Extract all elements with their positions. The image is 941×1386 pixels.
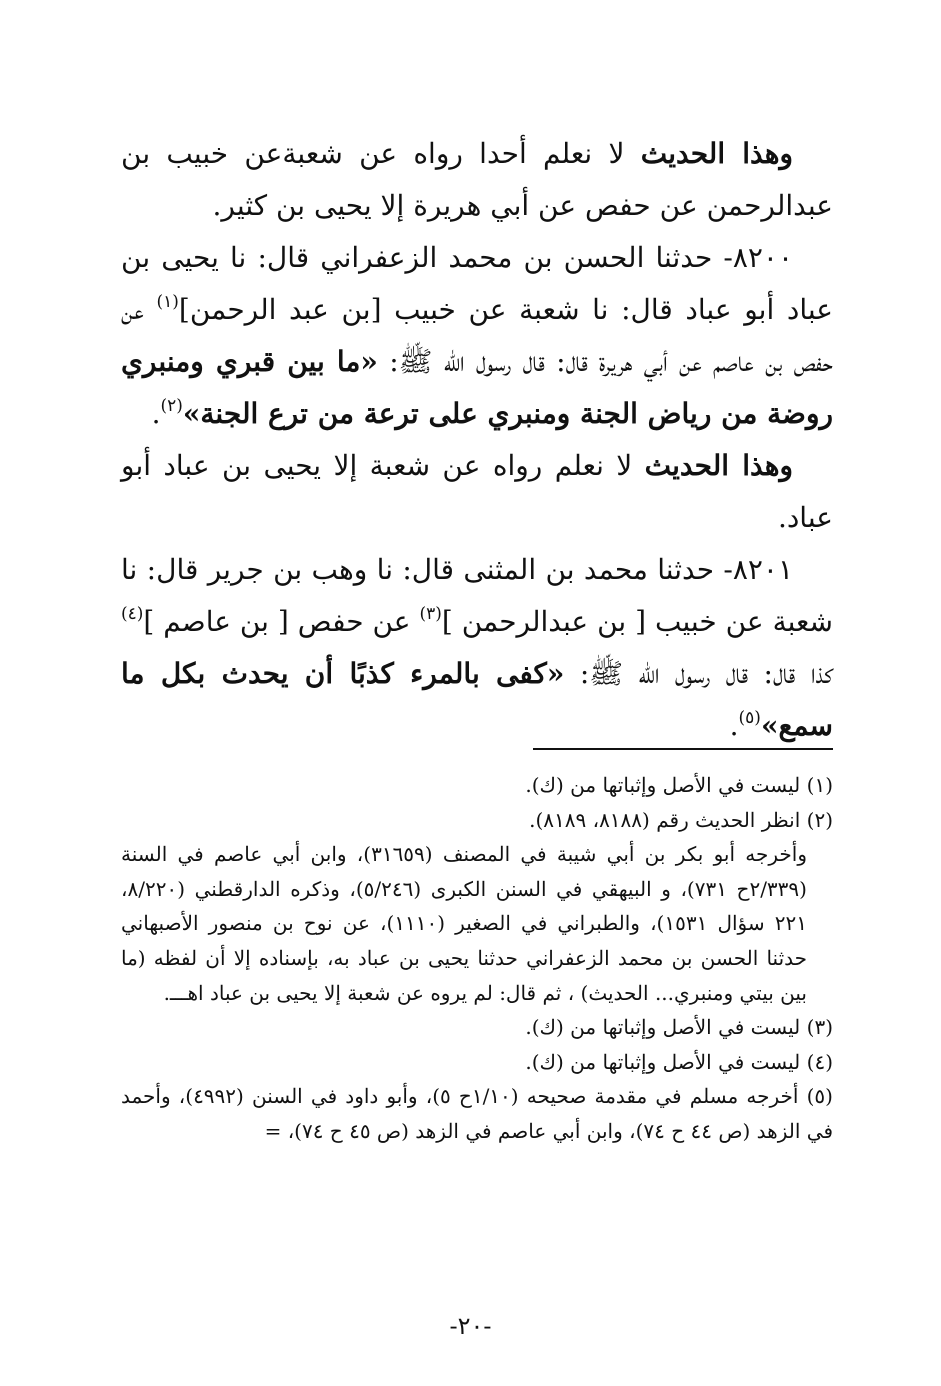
footnote-3: (٣) ليست في الأصل وإثباتها من (ك). xyxy=(525,1015,833,1040)
paragraph-commentary-2: وهذا الحديث لا نعلم رواه عن شعبة إلا يحيى بن عباد أبو عباد. xyxy=(121,449,833,534)
footnote-2-continuation: وأخرجه أبو بكر بن أبي شيبة في المصنف (٣١٦٥٩)، وابن أبي عاصم في السنة (٢/٣٣٩ح ٧٣١)، و البيهقي في السنن الكبرى (٥/٢٤٦)، وذكره الدارقطني (٨/٢٢٠، ٢٢١ سؤال ١٥٣١)، والطبراني في الصغير (١١١٠)، عن نوح بن منصور الأصبهاني حدثنا الحسن بن محمد الزعفراني حدثنا يحيى بن عباد به، بإسناده إلا أن لفظه (ما بين بيتي ومنبري... الحديث) ، ثم قال: لم يروه عن شعبة إلا يحيى بن عباد اهـــ. xyxy=(121,842,807,1005)
footnote-ref-5[interactable]: (٥) xyxy=(738,708,761,728)
footnote-5: (٥) أخرجه مسلم في مقدمة صحيحه (١/١٠ح ٥)، وأبو داود في السنن (٤٩٩٢)، وأحمد في الزهد (ص ٤٤ ح ٧٤)، وابن أبي عاصم في الزهد (ص ٤٥ ح ٧٤)، = xyxy=(121,1084,833,1143)
page-number: -٢٠- xyxy=(449,1312,492,1340)
footnote-1: (١) ليست في الأصل وإثباتها من (ك). xyxy=(525,773,833,797)
hadith-text: «كفى بالمرء كذبًا أن يحدث بكل ما سمع» xyxy=(121,657,833,742)
footnote-ref-4[interactable]: (٤) xyxy=(121,604,144,624)
paragraph-commentary-1: وهذا الحديث لا نعلم أحدا رواه عن شعبةعن خبيب بن عبدالرحمن عن حفص عن أبي هريرة إلا يحيى بن كثير. xyxy=(121,137,833,222)
footnotes xyxy=(121,768,833,1149)
hadith-8201: ٨٢٠١- حدثنا محمد بن المثنى قال: نا وهب بن جرير قال: نا شعبة عن خبيب [ بن عبدالرحمن ]$^{(٣)}$ عن حفص [ بن عاصم ]$^{(٤)}$ كذا قال: قال رسول الله ﷺ: «كفى بالمرء كذبًا أن يحدث بكل ما سمع»$^{(٥)}$. xyxy=(121,553,833,742)
bold-phrase: وهذا الحديث xyxy=(640,137,793,170)
hadith-8200: ٨٢٠٠- حدثنا الحسن بن محمد الزعفراني قال: نا يحيى بن عباد أبو عباد قال: نا شعبة عن خبيب [بن عبد الرحمن]$^{(١)}$ عن حفص بن عاصم عن أبي هريرة قال: قال رسول الله ﷺ: «ما بين قبري ومنبري روضة من رياض الجنة ومنبري على ترعة من ترع الجنة»$^{(٢)}$. xyxy=(121,241,834,430)
bold-phrase: وهذا الحديث xyxy=(644,449,794,482)
footnote-separator xyxy=(533,748,833,750)
main-text xyxy=(121,128,833,752)
footnote-4: (٤) ليست في الأصل وإثباتها من (ك). xyxy=(525,1049,833,1074)
footnote-ref-1[interactable]: (١) xyxy=(156,292,179,312)
footnote-2: (٢) انظر الحديث رقم (٨١٨٨، ٨١٨٩). xyxy=(529,807,833,832)
footnote-ref-3[interactable]: (٣) xyxy=(419,604,442,624)
footnote-ref-2[interactable]: (٢) xyxy=(160,396,183,416)
hadith-text: «ما بين قبري ومنبري روضة من رياض الجنة ومنبري على ترعة من ترع الجنة» xyxy=(121,345,833,430)
